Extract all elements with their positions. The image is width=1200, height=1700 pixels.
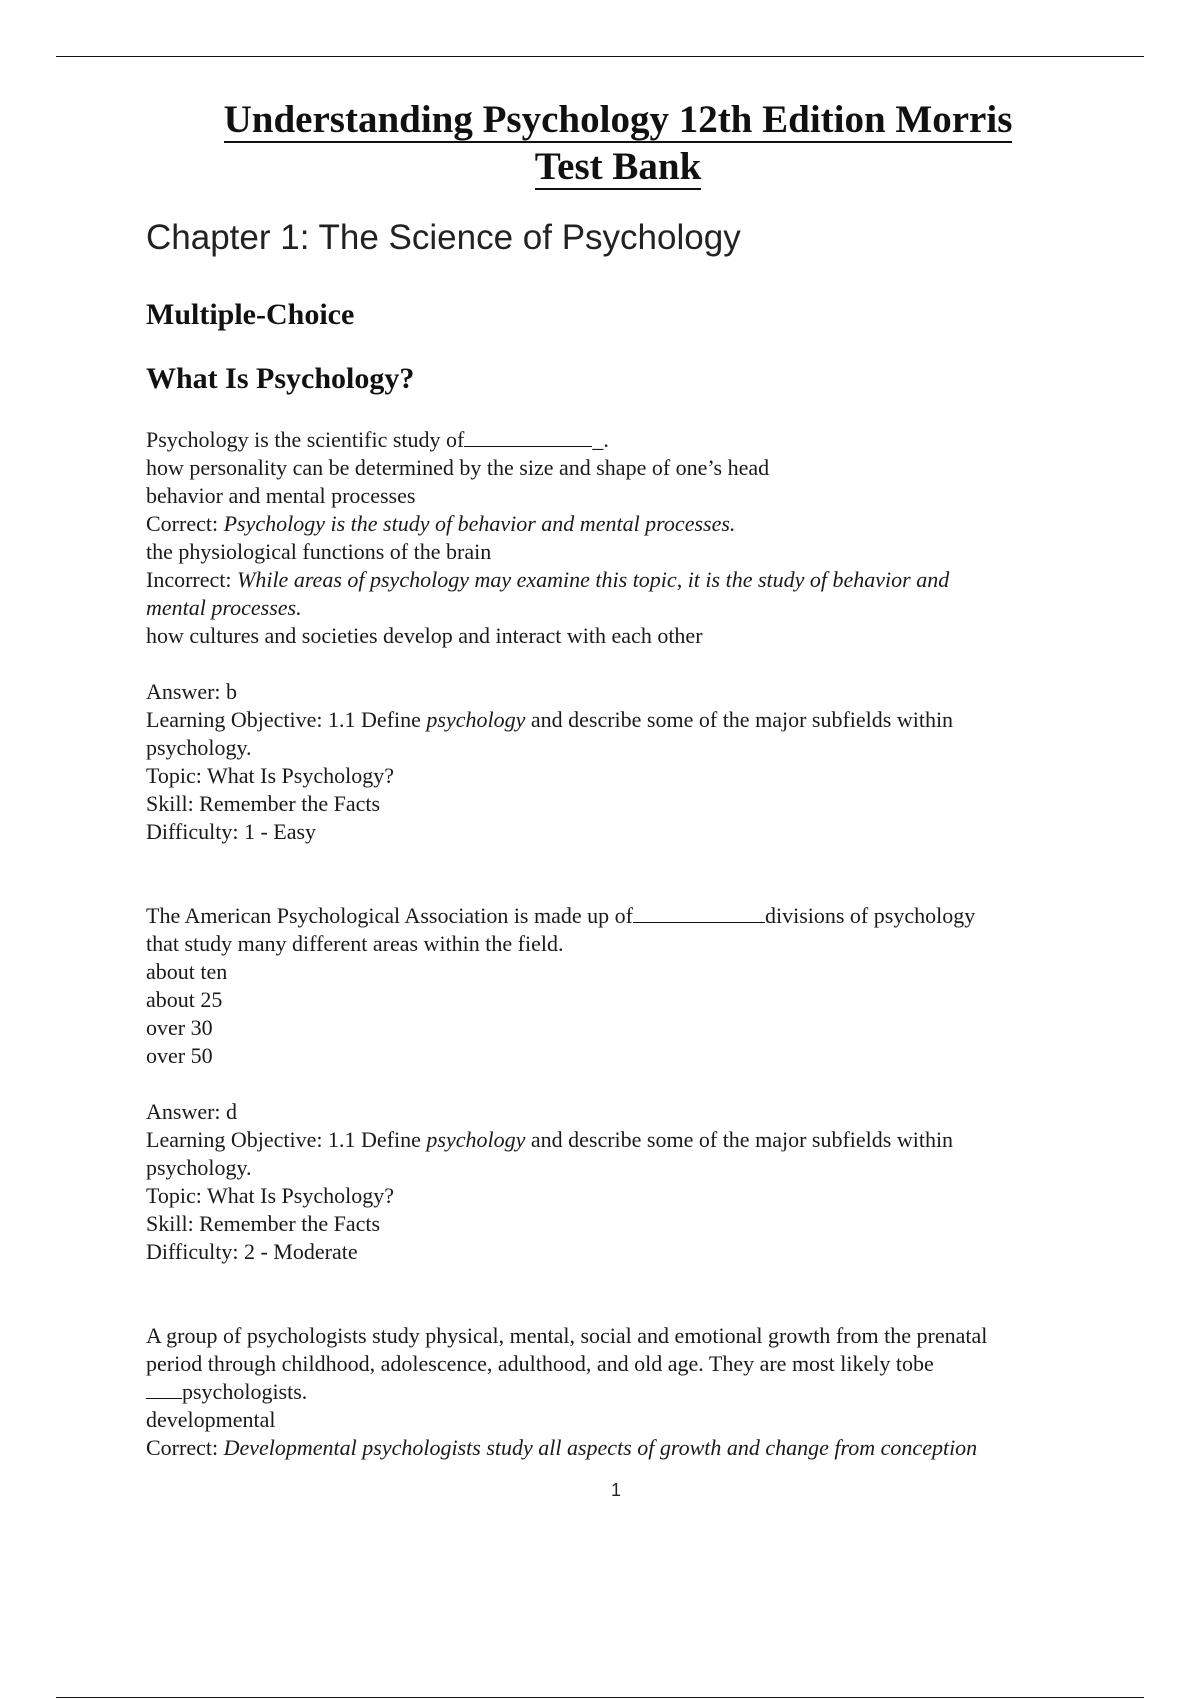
learning-objective: Learning Objective: 1.1 Define psychology and describe some of the major subfields within	[146, 1127, 954, 1152]
topic: Topic: What Is Psychology?	[146, 1183, 394, 1208]
document-title-line-2: Test Bank	[534, 145, 702, 188]
option-b: behavior and mental processes	[146, 483, 416, 508]
section-heading: Multiple-Choice	[146, 298, 355, 331]
top-rule	[56, 56, 1144, 57]
option-b: about 25	[146, 987, 223, 1012]
question-stem-cont: that study many different areas within the field.	[146, 931, 564, 956]
question-2	[146, 902, 1086, 1266]
subsection-heading: What Is Psychology?	[146, 362, 415, 395]
learning-objective-cont: psychology.	[146, 1155, 252, 1180]
page-number: 1	[610, 1480, 621, 1500]
question-3	[146, 1322, 1086, 1462]
option-a: how personality can be determined by the size and shape of one’s head	[146, 455, 770, 480]
option-d: over 50	[146, 1043, 213, 1068]
chapter-title: Chapter 1: The Science of Psychology	[146, 218, 741, 257]
document-title	[120, 96, 1116, 190]
feedback-incorrect: Incorrect: While areas of psychology may examine this topic, it is the study of behavior and	[146, 567, 950, 592]
topic: Topic: What Is Psychology?	[146, 763, 394, 788]
skill: Skill: Remember the Facts	[146, 1211, 381, 1236]
option-c: the physiological functions of the brain	[146, 539, 492, 564]
difficulty: Difficulty: 1 - Easy	[146, 819, 317, 844]
answer-blank	[146, 1380, 182, 1399]
option-a: about ten	[146, 959, 228, 984]
difficulty: Difficulty: 2 - Moderate	[146, 1239, 358, 1264]
question-stem-cont: period through childhood, adolescence, adulthood, and old age. They are most likely tobe	[146, 1351, 934, 1376]
learning-objective: Learning Objective: 1.1 Define psychology and describe some of the major subfields within	[146, 707, 954, 732]
question-stem: A group of psychologists study physical, mental, social and emotional growth from the prenatal	[146, 1323, 988, 1348]
answer: Answer: d	[146, 1099, 238, 1124]
answer-blank	[464, 428, 592, 447]
question-1	[146, 426, 1086, 846]
answer-blank	[633, 904, 765, 923]
document-body	[146, 426, 1086, 1462]
feedback-incorrect-cont: mental processes.	[146, 595, 302, 620]
document-title-line-1: Understanding Psychology 12th Edition Morris	[223, 98, 1013, 141]
answer: Answer: b	[146, 679, 238, 704]
option-a: developmental	[146, 1407, 276, 1432]
feedback-correct: Correct: Psychology is the study of behavior and mental processes.	[146, 511, 736, 536]
option-d: how cultures and societies develop and interact with each other	[146, 623, 703, 648]
bottom-rule	[56, 1697, 1144, 1698]
feedback-correct: Correct: Developmental psychologists study all aspects of growth and change from conception	[146, 1435, 978, 1460]
question-stem-cont-2: psychologists.	[146, 1378, 1086, 1406]
option-c: over 30	[146, 1015, 213, 1040]
question-stem: The American Psychological Association is made up of divisions of psychology	[146, 903, 976, 928]
question-stem: Psychology is the scientific study of _.	[146, 427, 609, 452]
skill: Skill: Remember the Facts	[146, 791, 381, 816]
learning-objective-cont: psychology.	[146, 735, 252, 760]
